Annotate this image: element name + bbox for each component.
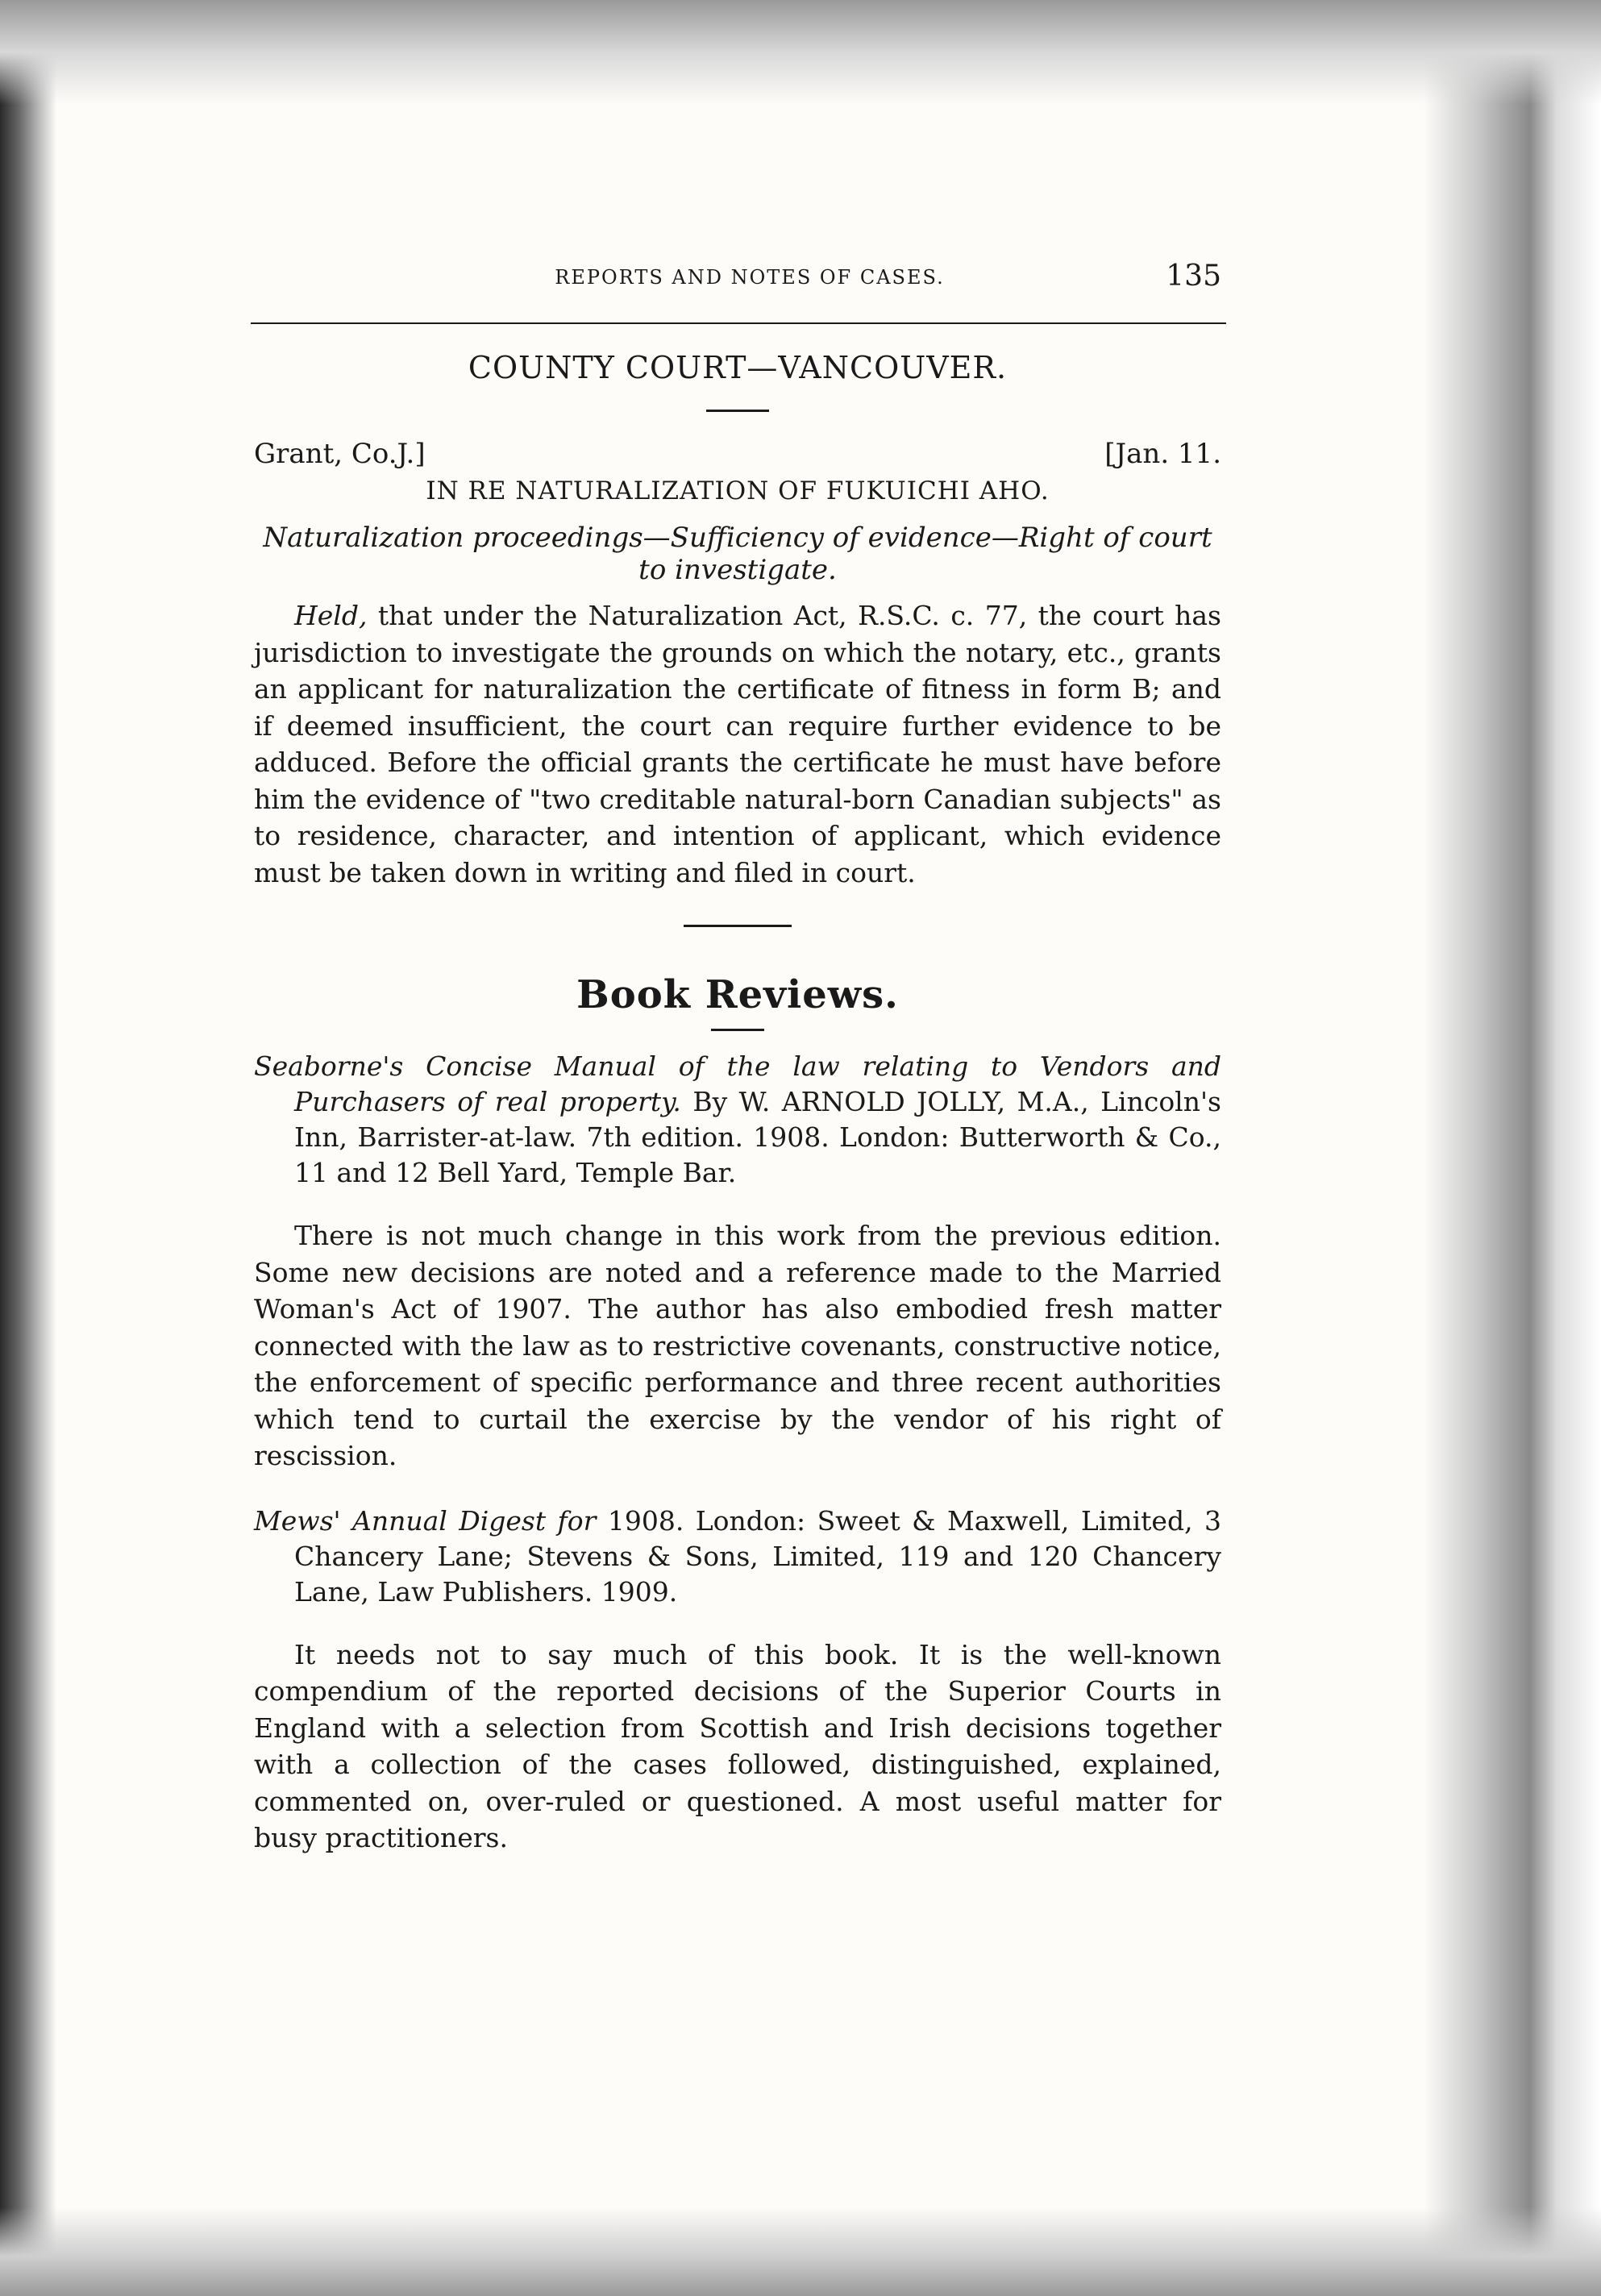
case-name: IN RE NATURALIZATION OF FUKUICHI AHO. — [426, 476, 1050, 505]
judge: Grant, Co.J.] — [254, 438, 426, 470]
page — [254, 260, 1221, 1883]
book-entry — [254, 1504, 1221, 1610]
book-title: Mews' Annual Digest for — [254, 1504, 597, 1537]
court-heading: COUNTY COURT—VANCOUVER. — [468, 350, 1008, 385]
book-entry — [254, 1049, 1221, 1191]
book-title: Seaborne's Concise Manual of the law relating to Vendors and Purchasers of real property. — [254, 1050, 1221, 1117]
case-date: [Jan. 11. — [1104, 438, 1221, 470]
held-text: that under the Naturalization Act, R.S.C. c. 77, the court has jurisdiction to investigate the grounds on which the notary, etc., grants an applicant for naturalization the certificate of fitness in form B; and if deemed insufficient, the court can require further evidence to be adduced. Before the official grants the certificate he must have before him the evidence of "two creditable natural-born Canadian subjects" as to residence, character, and intention of applicant, which evidence must be taken down in writing and filed in court. — [254, 600, 1221, 888]
scan-edge-top — [0, 0, 1601, 105]
section-divider — [684, 925, 792, 927]
book-review: It needs not to say much of this book. It is the well-known compendium of the reported decisions of the Superior Courts in England with a selection from Scottish and Irish decisions together with a collection of the cases followed, distinguished, explained, commented on, over-ruled or questioned. A most useful matter for busy practitioners. — [254, 1638, 1221, 1853]
book-details: By W. ARNOLD JOLLY, M.A., Lincoln's Inn, Barrister-at-law. 7th edition. 1908. London: Butterworth & Co., 11 and 12 Bell Yard, Temple Bar. — [294, 1086, 1221, 1188]
headnote: Naturalization proceedings—Sufficiency of evidence—Right of court to investigate. — [263, 522, 1212, 586]
held-label: Held, — [294, 600, 368, 631]
header-rule — [251, 322, 1226, 324]
book-review: There is not much change in this work from the previous edition. Some new decisions are noted and a reference made to the Married Woman's Act of 1907. The author has also embodied fresh matter connected with the law as to restrictive covenants, constructive notice, the enforcement of specific performance and three recent authorities which tend to curtail the exercise by the vendor of his right of rescission. — [254, 1220, 1221, 1471]
judge-line — [254, 438, 1221, 475]
book-reviews-heading: Book Reviews. — [576, 972, 899, 1017]
book-details: 1908. London: Sweet & Maxwell, Limited, 3 Chancery Lane; Stevens & Sons, Limited, 119 and 120 Chancery Lane, Law Publishers. 1909. — [294, 1504, 1221, 1608]
scan-edge-bottom — [0, 2207, 1601, 2296]
scan-edge-left — [0, 0, 56, 2296]
divider — [706, 410, 769, 412]
running-head-title: REPORTS AND NOTES OF CASES. — [555, 266, 945, 289]
page-number: 135 — [1166, 260, 1221, 293]
scan-edge-right — [1424, 0, 1601, 2296]
running-head — [254, 260, 1221, 306]
held-paragraph — [254, 597, 1221, 891]
divider — [711, 1029, 764, 1031]
